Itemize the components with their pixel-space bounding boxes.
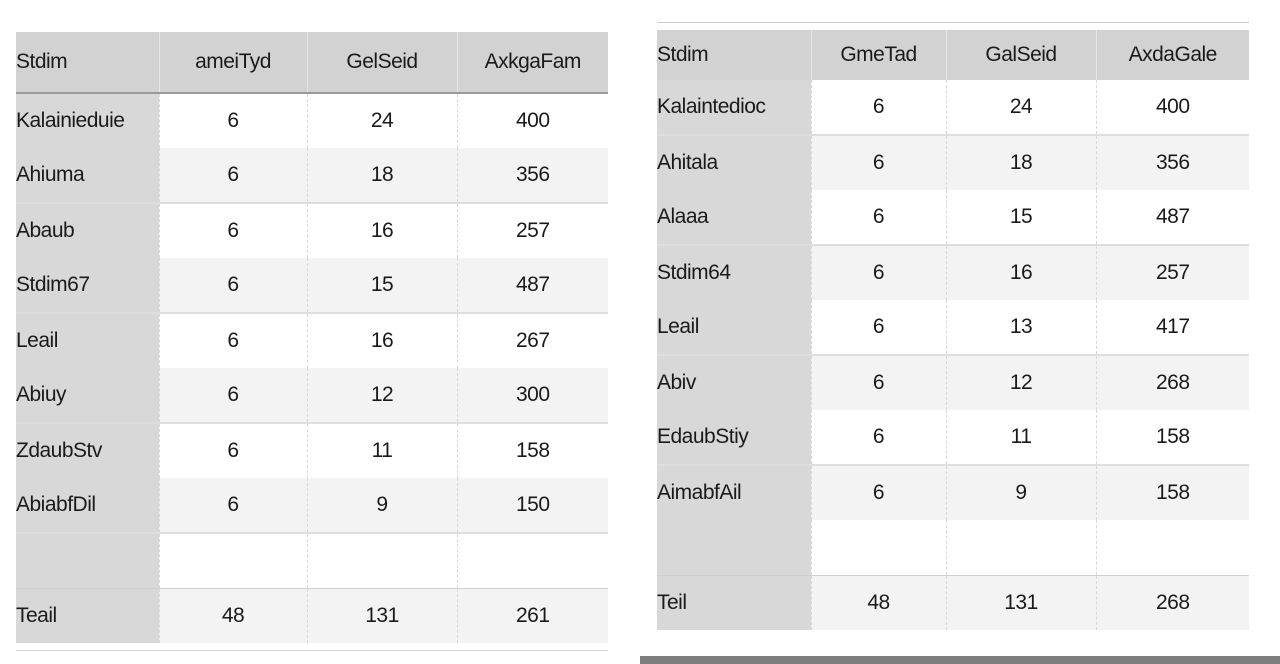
table-row[interactable] — [16, 478, 608, 533]
stadium-name-cell: Alaaa — [657, 190, 811, 245]
games-played-cell: 6 — [811, 190, 946, 245]
games-played-cell: 6 — [159, 423, 307, 478]
games-played-cell: 6 — [811, 465, 946, 520]
top-rule — [657, 22, 1249, 23]
average-attendance-cell: 356 — [457, 148, 608, 203]
stadium-name-cell: Leail — [16, 313, 159, 368]
goals-scored-cell: 15 — [946, 190, 1096, 245]
goals-scored-cell: 12 — [307, 368, 457, 423]
column-header-stadium[interactable]: Stdim — [16, 32, 159, 93]
games-played-cell: 6 — [159, 313, 307, 368]
table-row[interactable] — [657, 520, 1249, 575]
stadium-name-cell: AbiabfDil — [16, 478, 159, 533]
table-row[interactable] — [657, 245, 1249, 300]
stadium-name-cell — [16, 533, 159, 588]
table-row[interactable] — [16, 368, 608, 423]
games-played-cell: 6 — [159, 203, 307, 258]
games-played-cell: 6 — [811, 80, 946, 135]
left-standings-table — [16, 32, 608, 643]
goals-scored-cell: 131 — [946, 575, 1096, 630]
table-row[interactable] — [657, 410, 1249, 465]
average-attendance-cell: 356 — [1096, 135, 1249, 190]
stadium-name-cell: Leail — [657, 300, 811, 355]
average-attendance-cell: 400 — [1096, 80, 1249, 135]
stadium-name-cell: Stdim64 — [657, 245, 811, 300]
column-header-goals-scored[interactable]: GelSeid — [307, 32, 457, 93]
goals-scored-cell: 18 — [307, 148, 457, 203]
goals-scored-cell: 16 — [307, 313, 457, 368]
stadium-name-cell: EdaubStiy — [657, 410, 811, 465]
stadium-name-cell: Kalaintedioc — [657, 80, 811, 135]
average-attendance-cell: 487 — [457, 258, 608, 313]
goals-scored-cell: 16 — [946, 245, 1096, 300]
games-played-cell: 6 — [159, 368, 307, 423]
stadium-name-cell: Ahiuma — [16, 148, 159, 203]
games-played-cell: 48 — [159, 588, 307, 643]
goals-scored-cell: 131 — [307, 588, 457, 643]
average-attendance-cell: 261 — [457, 588, 608, 643]
table-row[interactable] — [657, 135, 1249, 190]
stadium-name-cell: AimabfAil — [657, 465, 811, 520]
column-header-average-attendance[interactable]: AxkgaFam — [457, 32, 608, 93]
games-played-cell: 6 — [159, 478, 307, 533]
games-played-cell: 6 — [159, 258, 307, 313]
stadium-name-cell: Kalainieduie — [16, 93, 159, 148]
total-row[interactable] — [657, 575, 1249, 630]
goals-scored-cell: 11 — [307, 423, 457, 478]
stadium-name-cell: Teail — [16, 588, 159, 643]
games-played-cell — [159, 533, 307, 588]
table-row[interactable] — [16, 258, 608, 313]
table-row[interactable] — [657, 465, 1249, 520]
average-attendance-cell: 267 — [457, 313, 608, 368]
average-attendance-cell: 300 — [457, 368, 608, 423]
table-row[interactable] — [16, 93, 608, 148]
goals-scored-cell: 9 — [307, 478, 457, 533]
table-row[interactable] — [16, 533, 608, 588]
games-played-cell: 6 — [811, 135, 946, 190]
average-attendance-cell: 487 — [1096, 190, 1249, 245]
stadium-name-cell: Ahitala — [657, 135, 811, 190]
games-played-cell: 6 — [811, 245, 946, 300]
goals-scored-cell — [307, 533, 457, 588]
column-header-average-attendance[interactable]: AxdaGale — [1096, 30, 1249, 80]
average-attendance-cell: 158 — [1096, 410, 1249, 465]
column-header-goals-scored[interactable]: GalSeid — [946, 30, 1096, 80]
column-header-games-played[interactable]: ameiTyd — [159, 32, 307, 93]
average-attendance-cell: 417 — [1096, 300, 1249, 355]
average-attendance-cell: 400 — [457, 93, 608, 148]
average-attendance-cell: 268 — [1096, 575, 1249, 630]
games-played-cell: 6 — [811, 355, 946, 410]
goals-scored-cell: 16 — [307, 203, 457, 258]
table-row[interactable] — [657, 300, 1249, 355]
table-row[interactable] — [657, 80, 1249, 135]
header-row — [16, 32, 608, 93]
games-played-cell: 6 — [159, 148, 307, 203]
table-row[interactable] — [16, 313, 608, 368]
average-attendance-cell: 158 — [1096, 465, 1249, 520]
bottom-rule — [16, 650, 608, 651]
stadium-name-cell: Stdim67 — [16, 258, 159, 313]
goals-scored-cell: 15 — [307, 258, 457, 313]
goals-scored-cell: 12 — [946, 355, 1096, 410]
table-row[interactable] — [16, 203, 608, 258]
bottom-scrollbar[interactable] — [640, 656, 1280, 664]
stadium-name-cell: Abiuy — [16, 368, 159, 423]
goals-scored-cell: 24 — [307, 93, 457, 148]
stadium-name-cell: Abiv — [657, 355, 811, 410]
average-attendance-cell: 158 — [457, 423, 608, 478]
column-header-games-played[interactable]: GmeTad — [811, 30, 946, 80]
goals-scored-cell: 9 — [946, 465, 1096, 520]
table-row[interactable] — [16, 423, 608, 478]
average-attendance-cell: 257 — [1096, 245, 1249, 300]
stadium-name-cell: ZdaubStv — [16, 423, 159, 478]
games-played-cell: 48 — [811, 575, 946, 630]
goals-scored-cell: 24 — [946, 80, 1096, 135]
goals-scored-cell — [946, 520, 1096, 575]
header-row — [657, 30, 1249, 80]
column-header-stadium[interactable]: Stdim — [657, 30, 811, 80]
average-attendance-cell: 257 — [457, 203, 608, 258]
stadium-name-cell — [657, 520, 811, 575]
table-row[interactable] — [657, 190, 1249, 245]
average-attendance-cell: 268 — [1096, 355, 1249, 410]
average-attendance-cell: 150 — [457, 478, 608, 533]
stadium-name-cell: Abaub — [16, 203, 159, 258]
right-standings-table — [657, 30, 1249, 630]
table-row[interactable] — [16, 148, 608, 203]
goals-scored-cell: 18 — [946, 135, 1096, 190]
total-row[interactable] — [16, 588, 608, 643]
games-played-cell: 6 — [811, 410, 946, 465]
average-attendance-cell — [1096, 520, 1249, 575]
games-played-cell: 6 — [159, 93, 307, 148]
goals-scored-cell: 13 — [946, 300, 1096, 355]
games-played-cell — [811, 520, 946, 575]
stadium-name-cell: Teil — [657, 575, 811, 630]
average-attendance-cell — [457, 533, 608, 588]
table-row[interactable] — [657, 355, 1249, 410]
games-played-cell: 6 — [811, 300, 946, 355]
goals-scored-cell: 11 — [946, 410, 1096, 465]
